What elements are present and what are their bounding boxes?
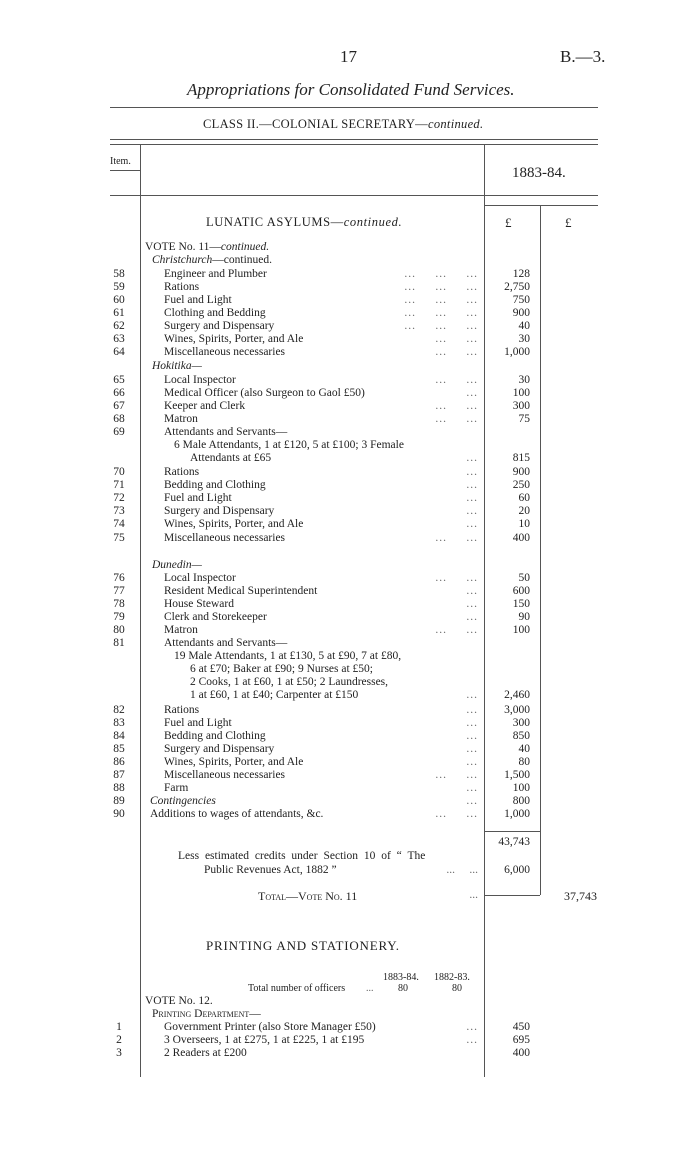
leader-dots: ... [466, 598, 478, 610]
item-amount: 150 [512, 598, 530, 610]
vote-11-row [0, 572, 700, 585]
leader-dots: ... ... [435, 769, 478, 781]
item-description: Rations [164, 281, 200, 293]
vote-11-row [0, 492, 700, 505]
item-amount: 900 [512, 466, 530, 478]
vote-11-total-dots: ... [469, 889, 478, 901]
item-description: Additions to wages of attendants, &c. [150, 808, 324, 820]
item-number: 64 [113, 346, 125, 358]
vote-11-row [0, 387, 700, 400]
vote-11-row [0, 756, 700, 769]
item-number: 1 [116, 1021, 122, 1033]
vote-11-row [0, 717, 700, 730]
item-description: Miscellaneous necessaries [164, 346, 286, 358]
item-amount: 695 [512, 1034, 530, 1046]
dunedin-subheading: Dunedin— [152, 559, 202, 571]
item-number: 63 [113, 333, 125, 345]
item-amount: 40 [518, 320, 530, 332]
item-description: Matron [164, 413, 198, 425]
leader-dots: ... [466, 717, 478, 729]
item-number: 73 [113, 505, 125, 517]
item-number: 90 [113, 808, 125, 820]
item-description: Local Inspector [164, 572, 236, 584]
section-heading-text: LUNATIC ASYLUMS— [206, 215, 344, 229]
vote-12-row [0, 1021, 700, 1034]
vote-11-row [0, 782, 700, 795]
item-number: 3 [116, 1047, 122, 1059]
item-number: 69 [113, 426, 125, 438]
vote-11-continued: continued. [220, 241, 270, 253]
item-description: Wines, Spirits, Porter, and Ale [164, 333, 304, 345]
officers-dots: ... [366, 983, 374, 994]
vote-11-row [0, 637, 700, 650]
item-description: Bedding and Clothing [164, 730, 266, 742]
vote-11-row [0, 413, 700, 426]
item-description: 6 Male Attendants, 1 at £120, 5 at £100; 3 Female [174, 439, 404, 451]
leader-dots: ... ... [435, 374, 478, 386]
item-amount: 400 [512, 532, 530, 544]
christchurch-subheading [152, 254, 272, 266]
item-amount: 30 [518, 333, 530, 345]
vote-11-row [0, 585, 700, 598]
item-number: 72 [113, 492, 125, 504]
item-description: Fuel and Light [164, 717, 232, 729]
leader-dots: ... ... ... [404, 294, 478, 306]
class-heading [203, 117, 483, 132]
vote-11-row [0, 598, 700, 611]
officers-year-1882: 1882-83. [434, 972, 470, 983]
item-description: Wines, Spirits, Porter, and Ale [164, 756, 304, 768]
vote-11-row [0, 505, 700, 518]
vote-11-row [0, 704, 700, 717]
vote-11-row [0, 268, 700, 281]
item-amount: 50 [518, 572, 530, 584]
item-amount: 450 [512, 1021, 530, 1033]
class-rule [110, 139, 598, 140]
leader-dots: ... [466, 492, 478, 504]
hokitika-subheading: Hokitika— [152, 360, 202, 372]
item-amount: 1,000 [504, 808, 530, 820]
leader-dots: ... ... ... [404, 320, 478, 332]
class-heading-main: CLASS II.—COLONIAL SECRETARY— [203, 117, 428, 131]
item-description: Medical Officer (also Surgeon to Gaol £50) [164, 387, 365, 399]
leader-dots: ... ... [435, 532, 478, 544]
item-number: 89 [113, 795, 125, 807]
item-number: 61 [113, 307, 125, 319]
item-amount: 3,000 [504, 704, 530, 716]
leader-dots: ... [466, 756, 478, 768]
item-number: 81 [113, 637, 125, 649]
credits-line-2: Public Revenues Act, 1882 ” [204, 864, 337, 876]
credits-amount: 6,000 [504, 864, 530, 876]
item-amount: 900 [512, 307, 530, 319]
vote-11-row [0, 439, 700, 452]
pound-sign-column-2: £ [565, 215, 572, 230]
item-description: Surgery and Dispensary [164, 505, 275, 517]
vote-11-row [0, 743, 700, 756]
item-amount: 1,500 [504, 769, 530, 781]
officers-label: Total number of officers [248, 983, 346, 994]
section-heading-continued: continued. [343, 215, 403, 229]
item-description: 6 at £70; Baker at £90; 9 Nurses at £50; [190, 663, 374, 675]
leader-dots: ... [466, 466, 478, 478]
item-description: Rations [164, 704, 200, 716]
item-description: Attendants at £65 [190, 452, 272, 464]
item-description: 3 Overseers, 1 at £275, 1 at £225, 1 at £195 [164, 1034, 365, 1046]
item-description: Attendants and Servants— [164, 637, 288, 649]
vote-11-row [0, 663, 700, 676]
pound-sign-column-1: £ [505, 215, 512, 230]
leader-dots: ... [466, 782, 478, 794]
item-description: Rations [164, 466, 200, 478]
item-column-header: Item. [110, 156, 131, 167]
leader-dots: ... ... [435, 346, 478, 358]
leader-dots: ... [466, 585, 478, 597]
item-number: 66 [113, 387, 125, 399]
item-description: Engineer and Plumber [164, 268, 267, 280]
vote-11-row [0, 307, 700, 320]
leader-dots: ... [466, 505, 478, 517]
item-number: 83 [113, 717, 125, 729]
leader-dots: ... ... ... [404, 307, 478, 319]
vote-12-row [0, 1047, 700, 1060]
item-description: 19 Male Attendants, 1 at £130, 5 at £90, 7 at £80, [174, 650, 402, 662]
vote-11-row [0, 676, 700, 689]
item-description: 1 at £60, 1 at £40; Carpenter at £150 [190, 689, 359, 701]
leader-dots: ... [466, 1021, 478, 1033]
item-number: 68 [113, 413, 125, 425]
item-description: 2 Readers at £200 [164, 1047, 247, 1059]
item-description: Local Inspector [164, 374, 236, 386]
item-description: Miscellaneous necessaries [164, 532, 286, 544]
leader-dots: ... [466, 1034, 478, 1046]
item-description: Clerk and Storekeeper [164, 611, 267, 623]
leader-dots: ... [466, 479, 478, 491]
leader-dots: ... [466, 611, 478, 623]
item-description: Bedding and Clothing [164, 479, 266, 491]
item-description: Farm [164, 782, 189, 794]
item-amount: 2,750 [504, 281, 530, 293]
class-heading-continued: continued. [427, 117, 484, 131]
vote-11-row [0, 479, 700, 492]
item-amount: 850 [512, 730, 530, 742]
item-description: Matron [164, 624, 198, 636]
leader-dots: ... ... [435, 808, 478, 820]
item-description: Resident Medical Superintendent [164, 585, 318, 597]
item-amount: 2,460 [504, 689, 530, 701]
item-number: 2 [116, 1034, 122, 1046]
item-amount: 30 [518, 374, 530, 386]
item-description: Surgery and Dispensary [164, 743, 275, 755]
vote-11-row [0, 320, 700, 333]
amount-header-rule [484, 205, 598, 206]
item-description: Miscellaneous necessaries [164, 769, 286, 781]
item-number: 82 [113, 704, 125, 716]
vote-11-row [0, 689, 700, 702]
item-header-underline [110, 170, 140, 171]
item-description: Clothing and Bedding [164, 307, 266, 319]
leader-dots: ... ... [435, 572, 478, 584]
item-number: 84 [113, 730, 125, 742]
item-number: 86 [113, 756, 125, 768]
item-number: 80 [113, 624, 125, 636]
printing-heading: PRINTING AND STATIONERY. [206, 938, 400, 953]
item-amount: 10 [518, 518, 530, 530]
vote-11-row [0, 730, 700, 743]
item-amount: 1,000 [504, 346, 530, 358]
item-description: Fuel and Light [164, 492, 232, 504]
item-number: 59 [113, 281, 125, 293]
officers-count-1882: 80 [452, 983, 462, 994]
header-rule [110, 195, 598, 196]
vote-11-row [0, 518, 700, 531]
leader-dots: ... ... [435, 624, 478, 636]
item-amount: 100 [512, 624, 530, 636]
vote-11-row [0, 333, 700, 346]
item-number: 58 [113, 268, 125, 280]
vote-11-text: VOTE No. 11— [145, 241, 221, 253]
item-number: 60 [113, 294, 125, 306]
item-number: 77 [113, 585, 125, 597]
item-description: Attendants and Servants— [164, 426, 288, 438]
vote-11-row [0, 769, 700, 782]
vote-11-row [0, 281, 700, 294]
item-amount: 400 [512, 1047, 530, 1059]
vote-12-heading: VOTE No. 12. [145, 995, 213, 1007]
document-reference: B.—3. [560, 47, 606, 66]
item-number: 79 [113, 611, 125, 623]
leader-dots: ... [466, 743, 478, 755]
leader-dots: ... [466, 795, 478, 807]
item-amount: 800 [512, 795, 530, 807]
item-amount: 100 [512, 387, 530, 399]
vote-11-row [0, 294, 700, 307]
credits-dots: ... ... [446, 864, 478, 876]
vote-11-row [0, 611, 700, 624]
item-number: 62 [113, 320, 125, 332]
credits-line-1: Less estimated credits under Section 10 of “ The [178, 850, 426, 862]
vote-11-row [0, 808, 700, 821]
item-amount: 20 [518, 505, 530, 517]
item-description: Fuel and Light [164, 294, 232, 306]
page-number: 17 [340, 47, 357, 66]
item-description: Government Printer (also Store Manager £50) [164, 1021, 376, 1033]
leader-dots: ... ... [435, 400, 478, 412]
subtotal-rule [484, 831, 540, 832]
vote-11-row [0, 346, 700, 359]
page-title: Appropriations for Consolidated Fund Services. [187, 80, 515, 99]
item-number: 76 [113, 572, 125, 584]
vote-11-row [0, 650, 700, 663]
item-number: 88 [113, 782, 125, 794]
subtotal-amount: 43,743 [498, 836, 530, 848]
vote-11-row [0, 400, 700, 413]
item-amount: 300 [512, 717, 530, 729]
leader-dots: ... [466, 387, 478, 399]
leader-dots: ... [466, 704, 478, 716]
vote-11-total-label: Total—Vote No. 11 [258, 889, 358, 903]
item-number: 67 [113, 400, 125, 412]
title-rule-top [110, 107, 598, 108]
item-description: House Steward [164, 598, 234, 610]
item-description: 2 Cooks, 1 at £60, 1 at £50; 2 Laundresses, [190, 676, 389, 688]
item-amount: 750 [512, 294, 530, 306]
item-amount: 600 [512, 585, 530, 597]
item-description: Keeper and Clerk [164, 400, 246, 412]
vote-12-row [0, 1034, 700, 1047]
vote-11-row [0, 452, 700, 465]
item-number: 75 [113, 532, 125, 544]
item-description: Surgery and Dispensary [164, 320, 275, 332]
vote-11-total-amount: 37,743 [564, 889, 597, 903]
leader-dots: ... [466, 730, 478, 742]
item-amount: 128 [512, 268, 530, 280]
vote-11-row [0, 624, 700, 637]
leader-dots: ... ... ... [404, 281, 478, 293]
leader-dots: ... ... [435, 333, 478, 345]
item-number: 74 [113, 518, 125, 530]
item-description: Wines, Spirits, Porter, and Ale [164, 518, 304, 530]
table-top-rule [110, 144, 598, 145]
christchurch-name: Christchurch [152, 254, 213, 266]
item-number: 70 [113, 466, 125, 478]
vote-11-row [0, 795, 700, 808]
officers-year-1883: 1883-84. [383, 972, 419, 983]
leader-dots: ... ... ... [404, 268, 478, 280]
christchurch-continued: —continued. [212, 254, 273, 266]
item-number: 87 [113, 769, 125, 781]
item-amount: 80 [518, 756, 530, 768]
year-column-header: 1883-84. [512, 165, 566, 181]
vote-11-row [0, 466, 700, 479]
item-amount: 815 [512, 452, 530, 464]
item-amount: 250 [512, 479, 530, 491]
item-number: 78 [113, 598, 125, 610]
item-amount: 40 [518, 743, 530, 755]
total-rule [484, 895, 540, 896]
item-amount: 300 [512, 400, 530, 412]
leader-dots: ... [466, 452, 478, 464]
officers-count-1883: 80 [398, 983, 408, 994]
printing-department-subheading: Printing Department— [152, 1008, 261, 1020]
vote-11-row [0, 426, 700, 439]
item-description: Contingencies [150, 795, 216, 807]
item-amount: 90 [518, 611, 530, 623]
item-number: 65 [113, 374, 125, 386]
section-heading-lunatic-asylums [206, 215, 402, 230]
vote-11-row [0, 532, 700, 545]
vote-11-heading [145, 241, 269, 253]
vote-11-row [0, 374, 700, 387]
item-amount: 75 [518, 413, 530, 425]
leader-dots: ... [466, 689, 478, 701]
item-number: 71 [113, 479, 125, 491]
item-number: 85 [113, 743, 125, 755]
item-amount: 60 [518, 492, 530, 504]
item-amount: 100 [512, 782, 530, 794]
leader-dots: ... [466, 518, 478, 530]
leader-dots: ... ... [435, 413, 478, 425]
